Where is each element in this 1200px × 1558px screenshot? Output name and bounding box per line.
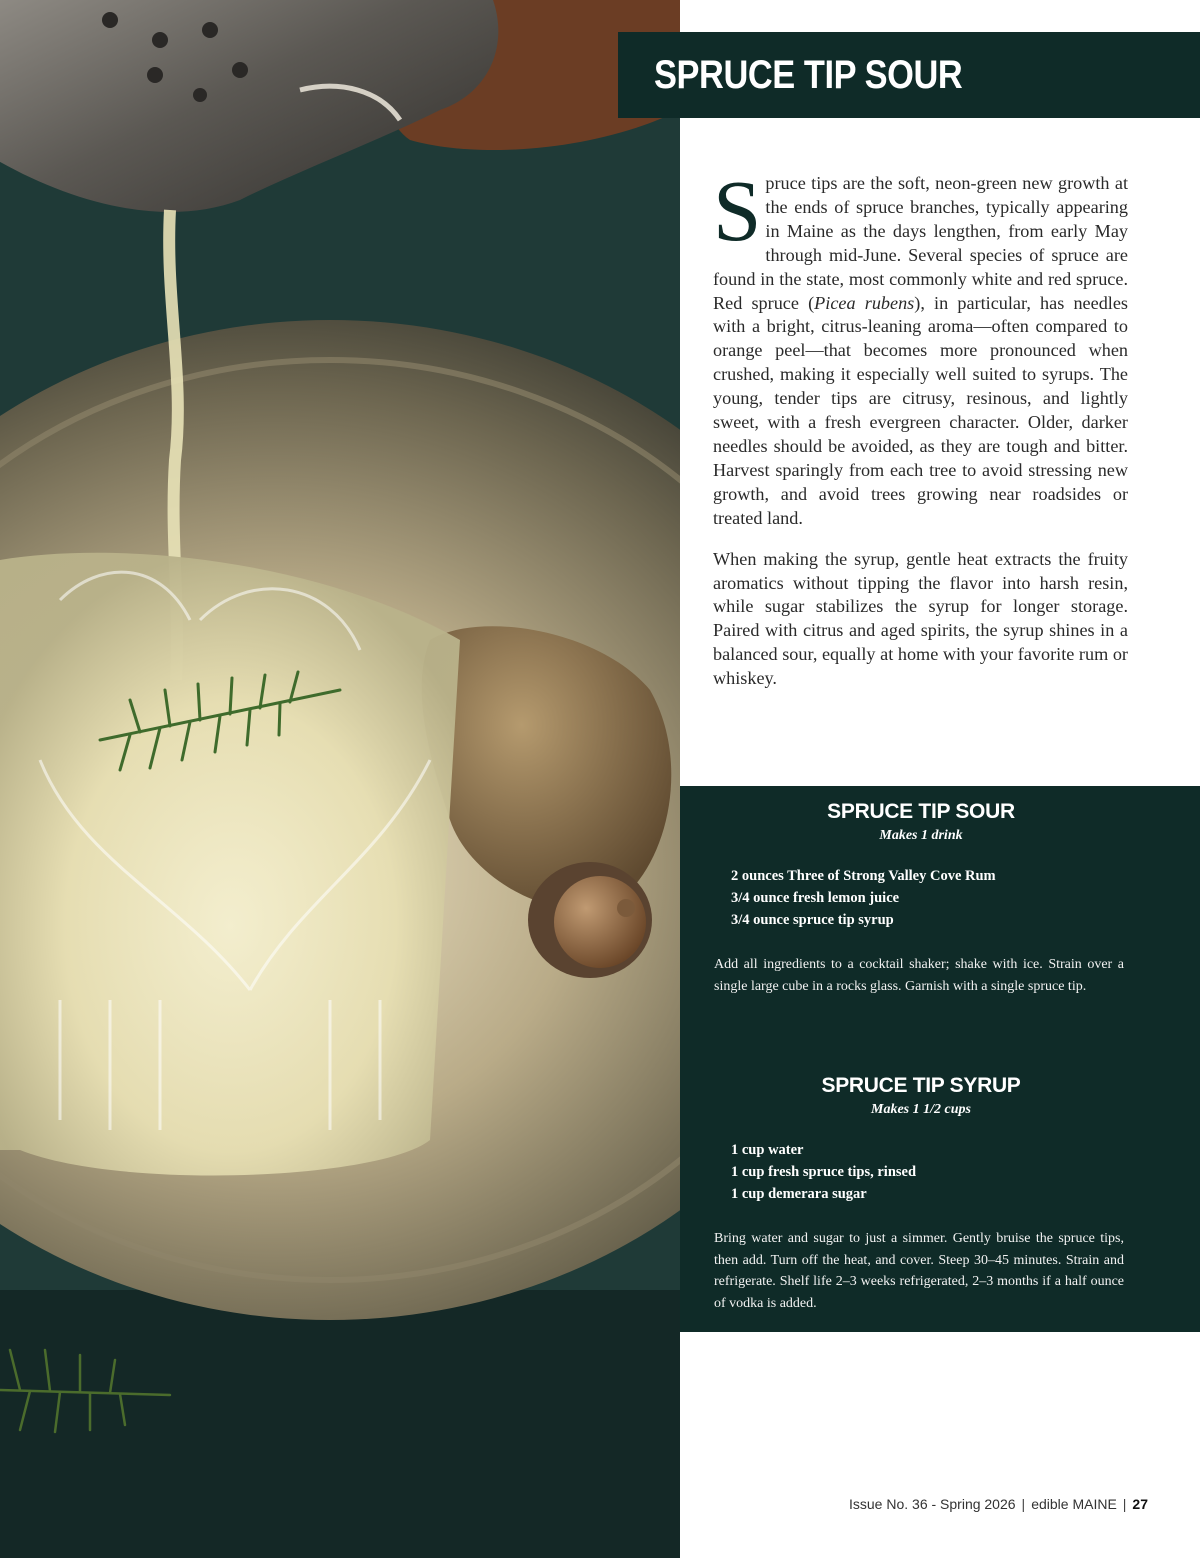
publication-name: edible MAINE bbox=[1031, 1496, 1117, 1512]
ingredient-item: 3/4 ounce fresh lemon juice bbox=[731, 890, 900, 906]
recipe-title-sour: SPRUCE TIP SOUR bbox=[827, 800, 1015, 823]
recipe-panel bbox=[680, 786, 1200, 1332]
recipe-yield-sour: Makes 1 drink bbox=[879, 828, 963, 843]
article-paragraph-1 bbox=[713, 162, 1128, 531]
ingredient-item: 3/4 ounce spruce tip syrup bbox=[731, 912, 894, 928]
page-number: 27 bbox=[1132, 1496, 1148, 1512]
ingredient-list-sour bbox=[731, 865, 996, 931]
ingredient-item: 2 ounces Three of Strong Valley Cove Rum bbox=[731, 868, 996, 884]
footer-divider: | bbox=[1122, 1496, 1127, 1512]
page-footer bbox=[849, 1496, 1148, 1512]
p1-italic: Picea rubens bbox=[814, 292, 915, 313]
method-syrup: Bring water and sugar to just a simmer. Gently bruise the spruce tips, then add. Turn off the heat, and cover. Steep 30–45 minutes. Strain and refrigerate. Shelf life 2–3 weeks refrigerated, 2–3 months if a half ounce of vodka is added. bbox=[714, 1231, 1124, 1311]
p1-tail: ), in particular, has needles with a bright, citrus-leaning aroma—often compared to orange peel—that becomes more pronounced when crushed, making it especially well suited to syrups. The young, tender tips are citrusy, resinous, and lightly sweet, with a fresh evergreen character. Older, darker needles should be avoided, as they are tough and bitter. Harvest sparingly from each tree to avoid stressing new growth, and avoid trees growing near roadsides or treated land. bbox=[713, 292, 1128, 528]
ingredient-item: 1 cup demerara sugar bbox=[731, 1186, 867, 1202]
ingredient-item: 1 cup water bbox=[731, 1142, 804, 1158]
article-body bbox=[713, 162, 1128, 708]
footer-divider: | bbox=[1021, 1496, 1026, 1512]
page-title: SPRUCE TIP SOUR bbox=[654, 53, 963, 97]
recipe-title-syrup: SPRUCE TIP SYRUP bbox=[821, 1074, 1021, 1097]
p1-lead: pruce tips are the soft, neon-green new growth at the ends of spruce branches, typically appearing in Maine as the days lengthen, from early May through mid-June. Several species of spruce are found in the state, most commonly white and red spruce. Red spruce ( bbox=[713, 173, 1128, 313]
ingredient-item: 1 cup fresh spruce tips, rinsed bbox=[731, 1164, 917, 1180]
method-sour: Add all ingredients to a cocktail shaker; shake with ice. Strain over a single large cube in a rocks glass. Garnish with a single spruce tip. bbox=[714, 957, 1124, 994]
title-bar bbox=[618, 32, 1200, 118]
drop-cap: S bbox=[713, 162, 762, 259]
ingredient-list-syrup bbox=[731, 1139, 916, 1205]
recipe-yield-syrup: Makes 1 1/2 cups bbox=[871, 1102, 971, 1117]
issue-label: Issue No. 36 - Spring 2026 bbox=[849, 1496, 1016, 1512]
article-paragraph-2: When making the syrup, gentle heat extracts the fruity aromatics without tipping the flavor into harsh resin, while sugar stabilizes the syrup for longer storage. Paired with citrus and aged spirits, the syrup shines in a balanced sour, equally at home with your favorite rum or whiskey. bbox=[713, 548, 1128, 689]
